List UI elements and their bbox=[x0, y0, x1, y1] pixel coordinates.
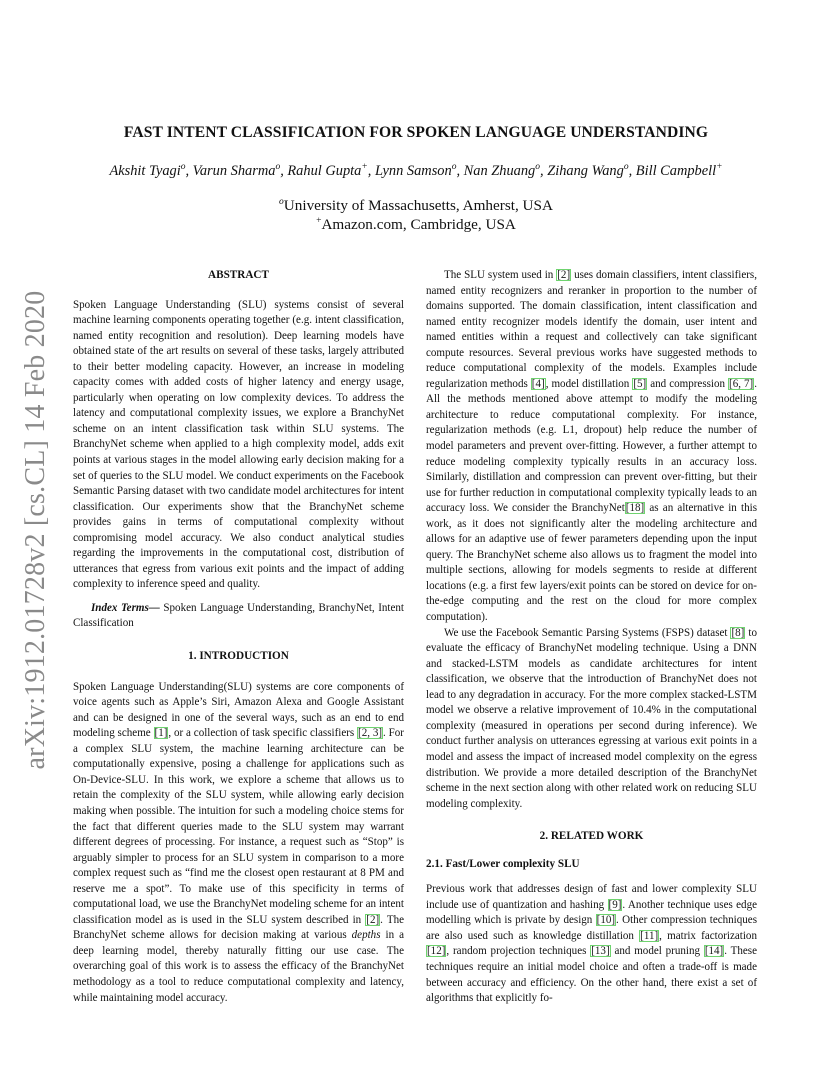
arxiv-identifier-text: arXiv:1912.01728v2 [cs.CL] 14 Feb 2020 bbox=[20, 290, 51, 770]
citation-link[interactable]: [5] bbox=[633, 377, 647, 390]
text-run: . For a complex SLU system, the machine learning architecture can be computationally expensive, posing a challenge for applications such as On-Device-SLU. In this work, we explore a scheme that allows us to retain the complexity of the SLU system, while allowing early decision making when possible. The intuition for such a modeling choice stems for the fact that different queries made to the SLU system may warrant different degrees of processing. For instance, a request such as “Stop” is arguably simpler to process for an SLU system in comparison to a more complex request such as “find me the closest open restaurant at 8 PM and reserve me a spot”. To make use of this specificity in terms of computational load, we use the BranchyNet modeling scheme for an intent classification model as is used in the SLU system described in bbox=[73, 727, 404, 926]
text-run: The SLU system used in bbox=[444, 269, 557, 281]
text-run: , or a collection of task specific classifiers bbox=[168, 727, 358, 740]
text-run: , matrix factorization bbox=[659, 929, 757, 942]
text-run: and compression bbox=[647, 377, 729, 390]
citation-link[interactable]: [10] bbox=[596, 914, 616, 927]
affiliation-mark: + bbox=[316, 216, 322, 226]
citation-link[interactable]: [18] bbox=[625, 502, 645, 515]
author-name: Zihang Wang bbox=[547, 162, 624, 179]
right-paragraph-1 bbox=[426, 268, 757, 626]
affiliation-mark: o bbox=[180, 162, 186, 172]
citation-link[interactable]: [14] bbox=[704, 945, 724, 958]
text-run: uses domain classifiers, intent classifiers, named entity recognizers and reranker in proportion to the number of domains supported. The domain classification, intent classification and named entity recognizer models identify the domain, user intent and named entities within a request and collectively can take significant compute resources. Several previous works have suggested methods to reduce computational complexity of the models. Examples include regularization methods bbox=[426, 269, 757, 390]
author-name: Bill Campbell bbox=[635, 162, 717, 179]
index-terms bbox=[73, 601, 404, 632]
author-name: Nan Zhuang bbox=[463, 162, 536, 179]
index-terms-text: Spoken Language Understanding, BranchyNet, Intent Classification bbox=[73, 601, 404, 630]
affiliation-mark: o bbox=[275, 162, 281, 172]
citation-link[interactable]: [8] bbox=[731, 626, 745, 639]
affiliation-text: University of Massachusetts, Amherst, USA bbox=[283, 197, 553, 215]
citation-link[interactable]: [2, 3] bbox=[358, 727, 383, 740]
introduction-heading: 1. INTRODUCTION bbox=[188, 650, 289, 663]
citation-link[interactable]: [11] bbox=[640, 929, 659, 942]
related-work-heading: 2. RELATED WORK bbox=[539, 830, 644, 843]
right-paragraph-3 bbox=[426, 882, 757, 1006]
text-run: . The BranchyNet scheme allows for decision making at various bbox=[73, 913, 404, 942]
author-name: Varun Sharma bbox=[192, 162, 276, 179]
text-run: . All the methods mentioned above attempt to modify the modeling architecture to reduce computational complexity. For instance, regularization methods (e.g. L1, dropout) help reduce the number of model parameters and prevent over-fitting. However, a further attempt to reduce modeling complexity typically results in an accuracy loss. Similarly, distillation and compression can prevent over-fitting, but their use for further reduction in computational complexity typically leads to an accuracy loss. We consider the BranchyNet bbox=[426, 377, 757, 515]
index-terms-label: Index Terms— bbox=[91, 601, 160, 614]
citation-link[interactable]: [1] bbox=[154, 727, 168, 740]
right-paragraph-2 bbox=[426, 626, 757, 813]
author-name: Lynn Samson bbox=[374, 162, 452, 179]
author-name: Rahul Gupta bbox=[287, 162, 362, 179]
text-run: and model pruning bbox=[610, 945, 704, 958]
text-run: as an alternative in this work, as it does not significantly alter the modeling architecture and allows for an adaptive use of fewer parameters depending upon the input query. The BranchyNet scheme also allows us to fragment the model into multiple sections, allowing for models segments to reside at different locations (e.g. a first few layers/exit points can be stored on device for on-the-edge computing and the rest on the cloud for more complex computation). bbox=[426, 502, 757, 624]
subsection-heading: 2.1. Fast/Lower complexity SLU bbox=[426, 857, 580, 870]
arxiv-identifier bbox=[10, 270, 62, 790]
citation-link[interactable]: [13] bbox=[591, 945, 610, 958]
introduction-paragraph bbox=[73, 680, 404, 1006]
text-run: , random projection techniques bbox=[446, 945, 591, 958]
affiliation-mark: o bbox=[451, 162, 457, 172]
text-run: , model distillation bbox=[545, 377, 633, 390]
affiliation-text: Amazon.com, Cambridge, USA bbox=[321, 216, 516, 234]
affiliation-mark: o bbox=[279, 197, 284, 207]
text-run: to evaluate the efficacy of BranchyNet modeling technique. Using a DNN and stacked-LSTM models as candidate architectures for intent classification, we observe that the introduction of BranchyNet does not lead to any degradation in accuracy. For the more complex stacked-LSTM model we observe a relative improvement of 10.4% in the computational complexity (measured in operations per second during inference). We conduct further analysis on utterances egressing at various exit points in a model and assess the impact of increased model complexity on the egress distribution. We provide a more detailed description of the BranchyNet scheme in the next section along with other related work on reducing SLU modeling complexity. bbox=[426, 626, 757, 810]
author-list: Akshit Tyagi$^o$, Varun Sharma$^o$, Rahul Gupta+, Lynn Samson$^o$, Nan Zhuang$^o$, Zihang Wang$^o$, Bill Campbell+ bbox=[109, 162, 723, 179]
text-run: Previous work that addresses design of fast and lower complexity SLU include use of quantization and hashing bbox=[426, 883, 757, 911]
citation-link[interactable]: [2] bbox=[366, 913, 380, 926]
text-run: . Other compression techniques are also used such as knowledge distillation bbox=[426, 914, 757, 942]
affiliation-mark: + bbox=[361, 162, 368, 172]
affiliation-mark: o bbox=[623, 162, 629, 172]
author-name: Akshit Tyagi bbox=[109, 162, 181, 179]
affiliation-mark: o bbox=[535, 162, 540, 172]
text-run: . These techniques require an initial model choice and often a trade-off is made between accuracy and efficiency. On the other hand, there exist a set of algorithms that explicitly fo- bbox=[426, 945, 757, 1005]
text-run: in a deep learning model, thereby naturally fitting our use case. The overarching goal of this work is to assess the efficacy of the BranchyNet methodology as a tool to reduce computational complexity and latency, while maintaining model accuracy. bbox=[73, 929, 404, 1004]
text-run: . Another technique uses edge modelling which is private by design bbox=[426, 898, 758, 927]
citation-link[interactable]: [6, 7] bbox=[729, 377, 754, 390]
paper-title: FAST INTENT CLASSIFICATION FOR SPOKEN LANGUAGE UNDERSTANDING bbox=[123, 124, 709, 141]
citation-link[interactable]: [4] bbox=[531, 377, 545, 390]
abstract-text: Spoken Language Understanding (SLU) systems consist of several machine learning components operating together (e.g. intent classification, named entity recognition and resolution). Deep learning models have obtained state of the art results on several of these tasks, largely attributed to their better modeling capacity. However, an increase in modeling capacity comes with added costs of higher latency and energy usage, particularly when operating on low complexity devices. To address the latency and computational complexity issues, we explore a BranchyNet scheme on an intent classification task within SLU systems. The BranchyNet scheme when applied to a high complexity model, adds exit points at various stages in the model allowing early decision making for a set of queries to the SLU model. We conduct experiments on the Facebook Semantic Parsing dataset with two candidate model architectures for intent classification. Our experiments show that the BranchyNet scheme provides gains in terms of computational complexity without compromising model accuracy. We also conduct analytical studies regarding the improvements in the computational cost, distribution of utterances that egress from various exit points and the impact of adding complexity to inference speed and quality. bbox=[73, 298, 404, 591]
citation-link[interactable]: [12] bbox=[427, 945, 446, 958]
emphasis-text: depths bbox=[351, 929, 381, 942]
affiliation-amazon bbox=[60, 216, 772, 234]
right-column bbox=[426, 268, 757, 1007]
citation-link[interactable]: [2] bbox=[557, 269, 571, 281]
left-column bbox=[73, 268, 404, 1006]
affiliation-umass bbox=[60, 197, 772, 215]
abstract-heading: ABSTRACT bbox=[208, 269, 269, 281]
text-run: We use the Facebook Semantic Parsing Systems (FSPS) dataset bbox=[444, 626, 731, 639]
citation-link[interactable]: [9] bbox=[608, 898, 622, 911]
affiliation-mark: + bbox=[716, 162, 723, 172]
text-run: Spoken Language Understanding(SLU) systems are core components of voice agents such as Apple’s Siri, Amazon Alexa and Google Assistant and can be designed in one of the several ways, such as an end to end modeling scheme bbox=[73, 680, 404, 740]
